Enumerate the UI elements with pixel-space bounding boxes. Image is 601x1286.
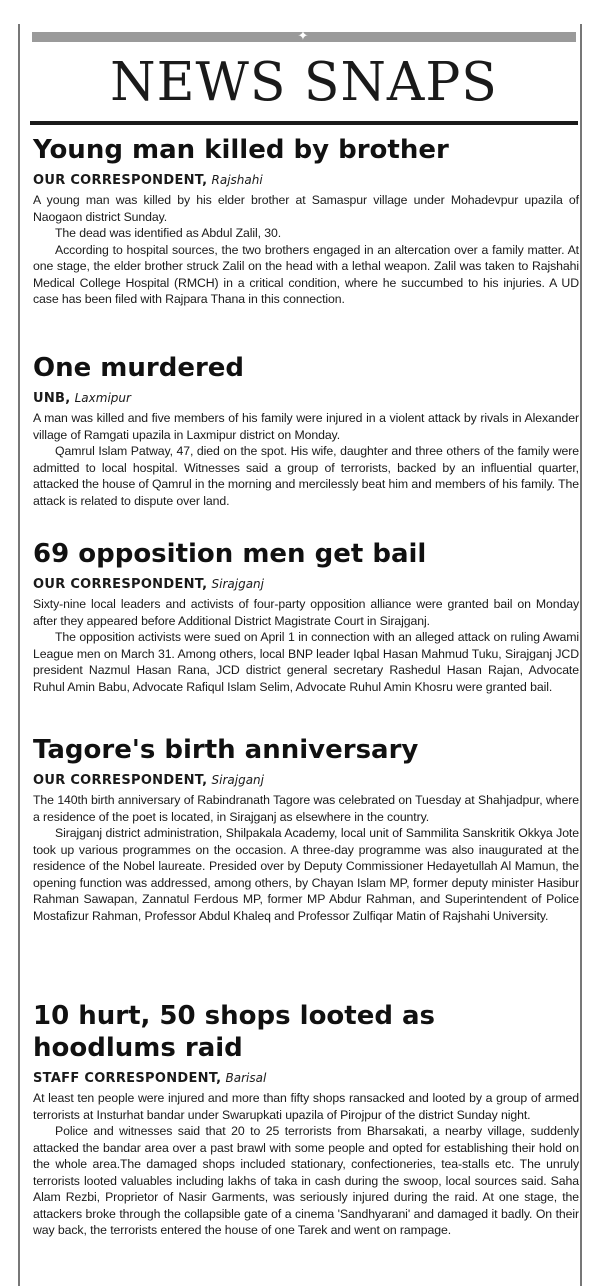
article-byline (33, 576, 579, 593)
article-paragraph: Police and witnesses said that 20 to 25 terrorists from Bharsakati, a nearby village, suddenly attacked the bandar area over a past brawl with some people and opted for establishing their hold on the whole area.The damaged shops included stationary, confectioneries, tea-stalls etc. The unruly terrorists looted valuables including lakhs of taka in cash during the swoop, local sources said. Saha Alam Rezbi, Proprietor of Nasir Garments, was seriously injured during the raid. At one stage, the attackers broke through the collapsible gate of a cinema 'Sandhyarani' and damaged it badly. On their way back, the terrorists entered the house of one Tarek and went on rampage. (33, 1124, 579, 1237)
article-young-man-killed (33, 134, 579, 308)
article-paragraph: A young man was killed by his elder brother at Samaspur village under Mohadevpur upazila of Naogaon district Sunday. (33, 193, 579, 224)
article-body (33, 192, 579, 308)
article-paragraph: At least ten people were injured and more than fifty shops ransacked and looted by a group of armed terrorists at Insturhat bandar under Swarupkati upazila of Pirojpur of the district Sunday night. (33, 1091, 579, 1122)
article-body (33, 792, 579, 924)
article-paragraph: The 140th birth anniversary of Rabindranath Tagore was celebrated on Tuesday at Shahjadpur, where a residence of the poet is located, in Sirajganj as elsewhere in the country. (33, 793, 579, 824)
article-body (33, 596, 579, 695)
article-paragraph: According to hospital sources, the two brothers engaged in an altercation over a family matter. At one stage, the elder brother struck Zalil on the head with a lethal weapon. Zalil was taken to Rajshahi Medical College Hospital (RMCH) in a critical condition, where he succumbed to his injuries. A UD case has been filed with Rajpara Thana in this connection. (33, 242, 579, 306)
article-paragraph: Qamrul Islam Patway, 47, died on the spot. His wife, daughter and three others of the family were admitted to local hospital. Witnesses said a group of terrorists, backed by an influential quarter, attacked the house of Qamrul in the morning and mercilessly beat him and members of his family. The attack is related to dispute over land. (33, 444, 579, 508)
byline-source: OUR CORRESPONDENT, (33, 173, 208, 188)
article-byline (33, 772, 579, 789)
masthead-rule (30, 121, 578, 125)
article-opposition-bail (33, 538, 579, 695)
article-headline: Tagore's birth anniversary (33, 735, 419, 765)
article-paragraph: A man was killed and five members of his family were injured in a violent attack by rivals in Alexander village of Ramgati upazila in Laxmipur district on Monday. (33, 411, 579, 442)
article-byline (33, 172, 579, 189)
article-headline: One murdered (33, 353, 245, 383)
byline-place: Rajshahi (211, 173, 263, 187)
article-one-murdered (33, 352, 579, 509)
article-paragraph: The dead was identified as Abdul Zalil, 30. (55, 226, 282, 240)
byline-place: Laxmipur (74, 391, 131, 405)
article-byline (33, 1070, 579, 1087)
article-body (33, 1090, 579, 1239)
byline-place: Sirajganj (211, 773, 264, 787)
byline-source: OUR CORRESPONDENT, (33, 773, 208, 788)
byline-source: OUR CORRESPONDENT, (33, 577, 208, 592)
article-shops-looted (33, 1000, 579, 1239)
article-paragraph: Sirajganj district administration, Shilpakala Academy, local unit of Sammilita Sanskritik Okkya Jote took up various programmes on the occasion. A three-day programme was also inaugurated at the residence of the Nobel laureate. Presided over by Deputy Commissioner Hedayetullah Al Mamun, the opening function was addressed, among others, by Chayan Islam MP, former deputy minister Hasibur Rahman Sawapan, Zannatul Ferdous MP, former MP Abdur Rahman, and Superintendent of Police Mostafizur Rahman, Professor Abdul Khaleq and Professor Zulfiqar Matin of Rajshahi University. (33, 826, 579, 923)
column-border-right (580, 24, 582, 1286)
byline-source: STAFF CORRESPONDENT, (33, 1071, 222, 1086)
masthead-title: NEWS SNAPS (110, 52, 498, 113)
column-border-left (18, 24, 20, 1286)
byline-place: Barisal (225, 1071, 267, 1085)
star-ornament-icon: ✦ (297, 29, 309, 44)
article-tagore-anniversary (33, 734, 579, 924)
article-headline: Young man killed by brother (33, 135, 449, 165)
byline-source: UNB, (33, 391, 71, 406)
article-paragraph: The opposition activists were sued on April 1 in connection with an alleged attack on ruling Awami League men on March 31. Among others, local BNP leader Iqbal Hasan Mahmud Tuku, Sirajganj JCD president Nazmul Hasan Rana, JCD district general secretary Rashedul Hasan Rajan, Advocate Ruhul Amin Babu, Advocate Rafiqul Islam Selim, Advocate Ruhul Amin Khosru were granted bail. (33, 630, 579, 694)
byline-place: Sirajganj (211, 577, 264, 591)
article-headline: 10 hurt, 50 shops looted as hoodlums raid (33, 1001, 436, 1063)
article-byline (33, 390, 579, 407)
article-paragraph: Sixty-nine local leaders and activists of four-party opposition alliance were granted bail on Monday after they appeared before Additional District Magistrate Court in Sirajganj. (33, 597, 579, 628)
article-headline: 69 opposition men get bail (33, 539, 427, 569)
article-body (33, 410, 579, 509)
